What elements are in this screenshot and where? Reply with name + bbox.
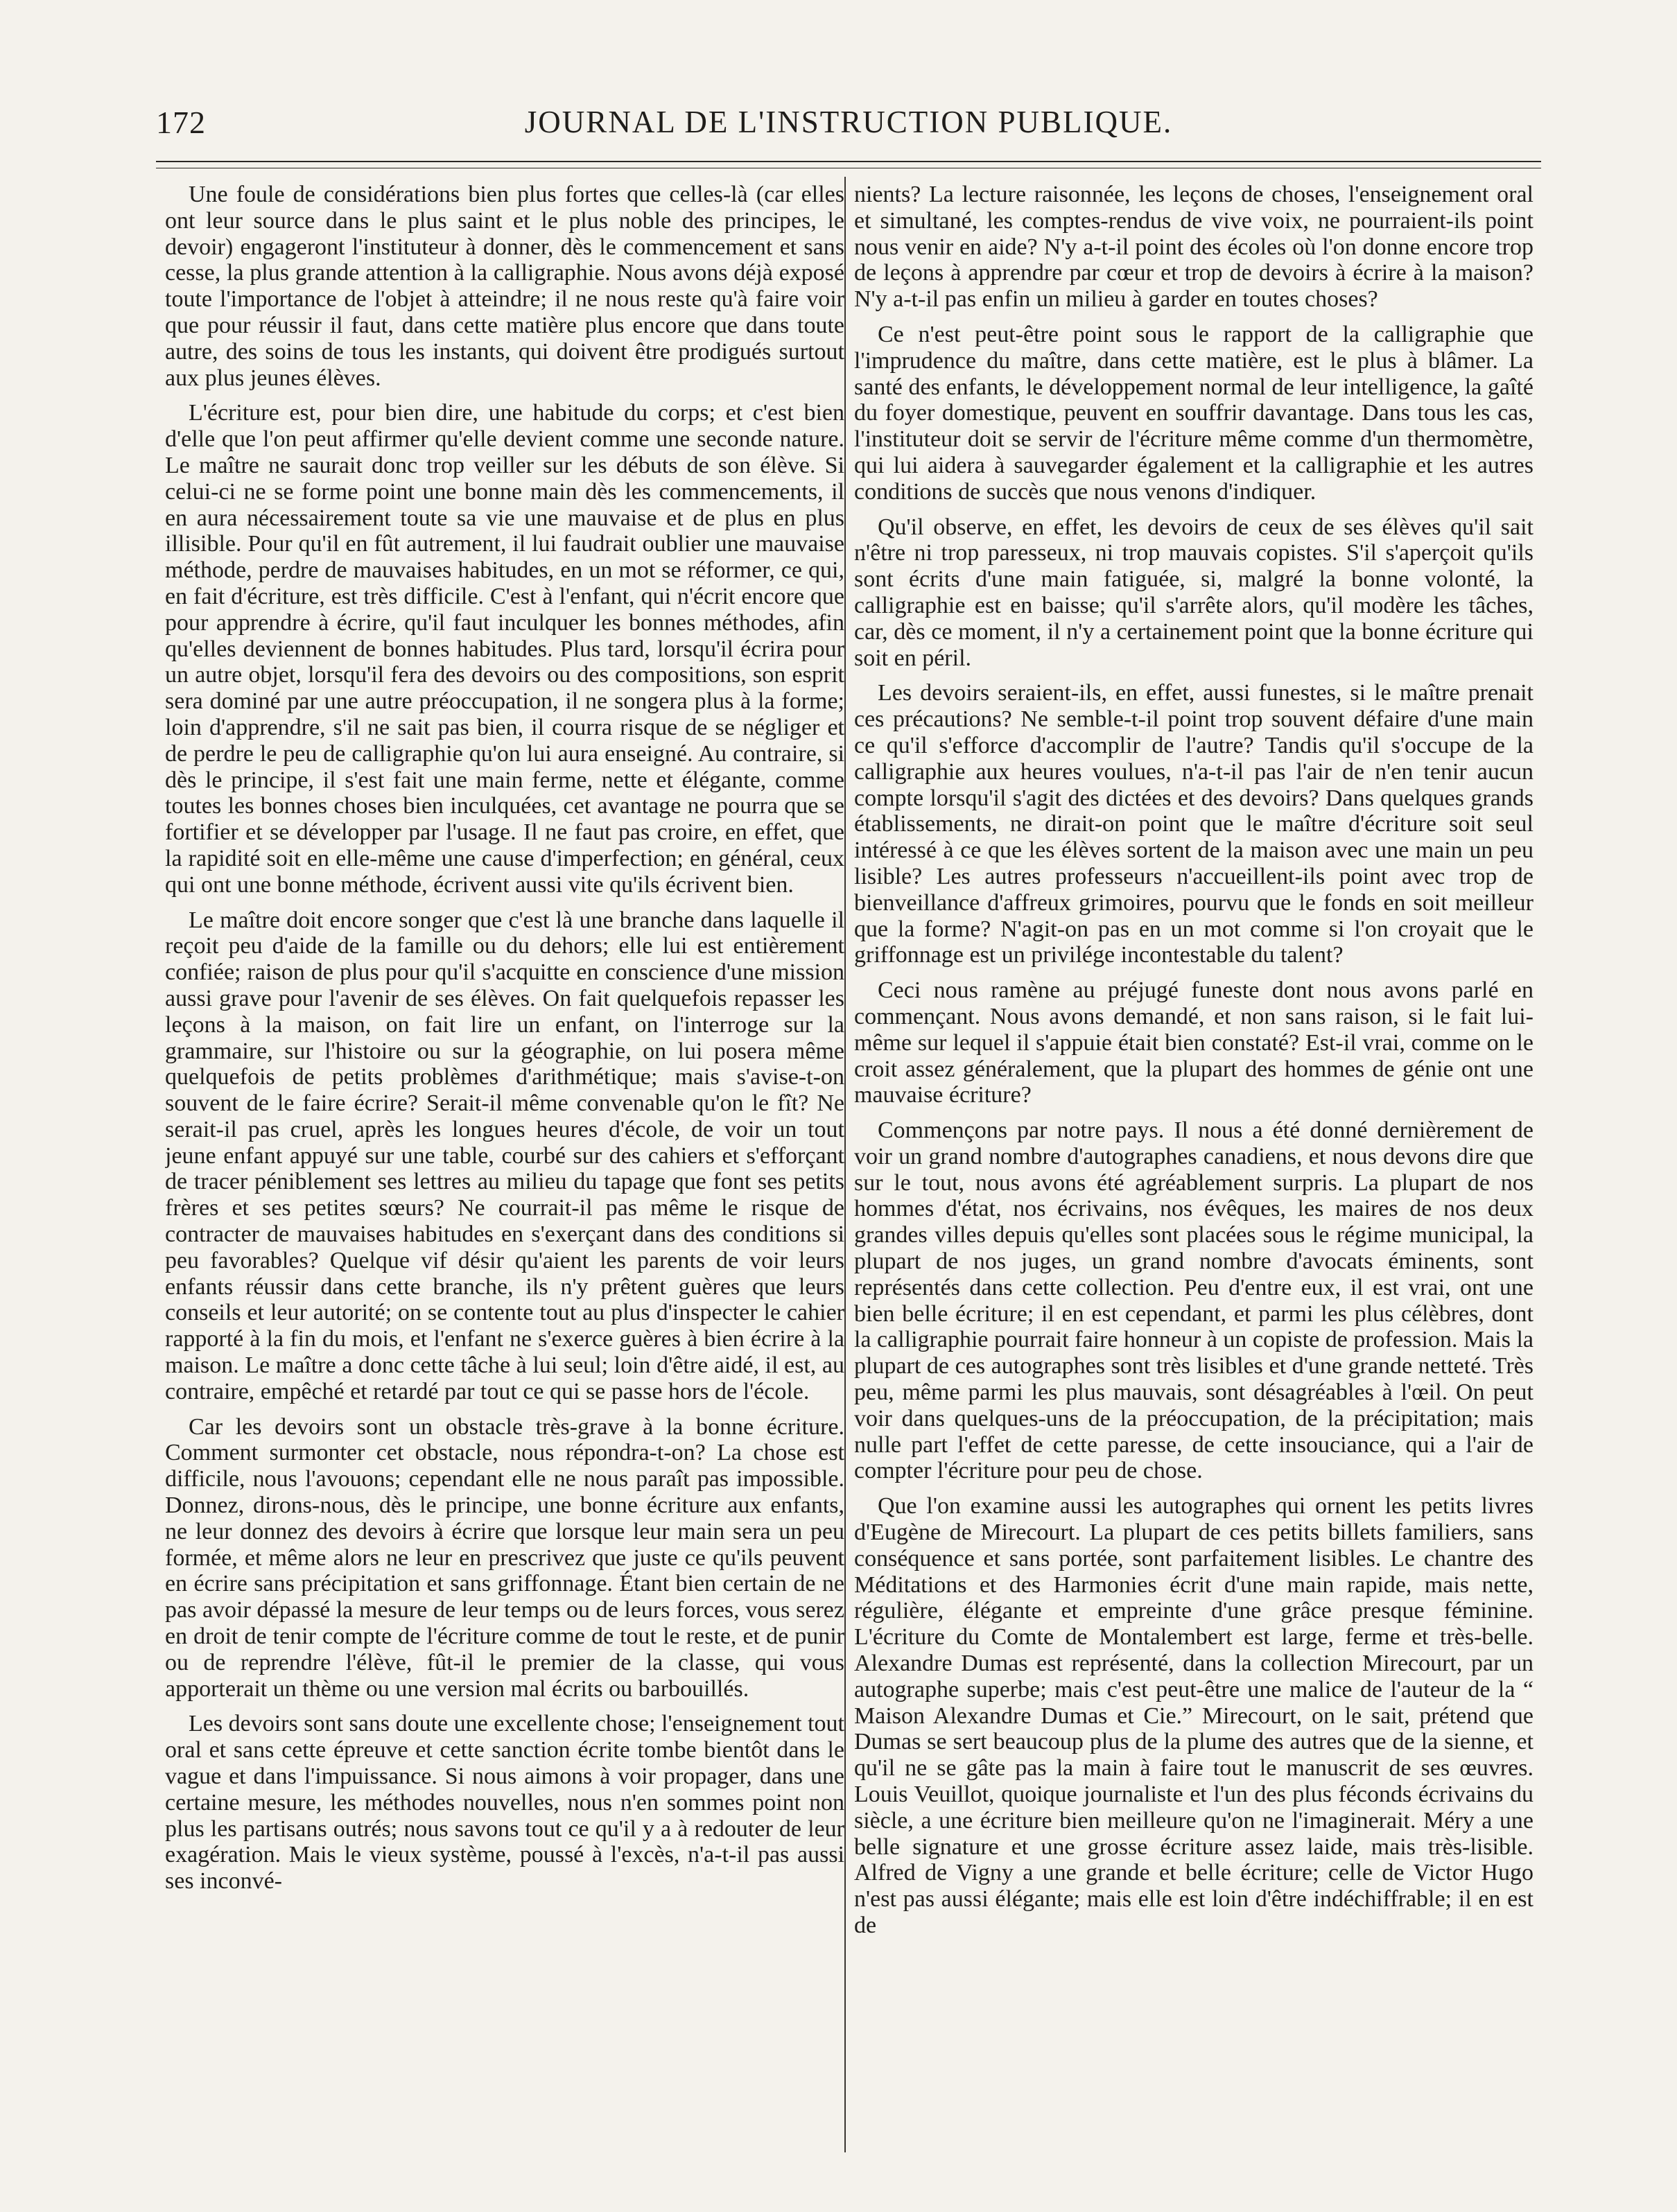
page-number: 172 xyxy=(156,105,206,140)
page-header xyxy=(156,104,1541,146)
paragraph: L'écriture est, pour bien dire, une habitude du corps; et c'est bien d'elle que l'on peut affirmer qu'elle devient comme une seconde nature. Le maître ne saurait donc trop veiller sur les débuts de son élève. Si celui-ci ne se forme point une bonne main dès les commencements, il en aura nécessairement toute sa vie une mauvaise et de plus en plus illisible. Pour qu'il en fût autrement, il lui faudrait oublier une mauvaise méthode, perdre de mauvaises habitudes, en un mot se réformer, ce qui, en fait d'écriture, est très difficile. C'est à l'enfant, qui n'écrit encore que pour apprendre à écrire, qu'il faut inculquer les bonnes méthodes, afin qu'elles deviennent de bonnes habitudes. Plus tard, lorsqu'il écrira pour un autre objet, lorsqu'il fera des devoirs ou des compositions, son esprit sera dominé par une autre préoccupation, il ne songera plus à la forme; loin d'apprendre, s'il ne sait pas bien, il courra risque de se négliger et de perdre le peu de calligraphie qu'on lui aura enseigné. Au contraire, si dès le principe, il s'est fait une main ferme, nette et élégante, comme toutes les bonnes choses bien inculquées, cet avantage ne pourra que se fortifier et se développer par l'usage. Il ne faut pas croire, en effet, que la rapidité soit en elle-même une cause d'imperfection; en général, ceux qui ont une bonne méthode, écrivent aussi vite qu'ils écrivent bien. xyxy=(165,400,844,898)
paragraph: Les devoirs sont sans doute une excellente chose; l'enseignement tout oral et sans cette épreuve et cette sanction écrite tombe bientôt dans le vague et dans l'impuissance. Si nous aimons à voir propager, dans une certaine mesure, les méthodes nouvelles, nous n'en sommes point non plus les partisans outrés; nous savons tout ce qu'il y a à redouter de leur exagération. Mais le vieux système, poussé à l'excès, n'a-t-il pas aussi ses inconvé- xyxy=(165,1711,844,1895)
paragraph: Ceci nous ramène au préjugé funeste dont nous avons parlé en commençant. Nous avons demandé, et non sans raison, si le fait lui-même sur lequel il s'appuie était bien constaté? Est-il vrai, comme on le croit assez généralement, que la plupart des hommes de génie ont une mauvaise écriture? xyxy=(854,977,1533,1108)
paragraph: Commençons par notre pays. Il nous a été donné dernièrement de voir un grand nombre d'autographes canadiens, et nous devons dire que sur le tout, nous avons été agréablement surpris. La plupart de nos hommes d'état, nos écrivains, nos évêques, les maires de nos deux grandes villes depuis qu'elles sont placées sous le régime municipal, la plupart de nos juges, un grand nombre d'avocats éminents, sont représentés dans cette collection. Peu d'entre eux, il est vrai, ont une bien belle écriture; il en est cependant, et parmi les plus célèbres, dont la calligraphie pourrait faire honneur à un copiste de profession. Mais la plupart de ces autographes sont très lisibles et d'une grande netteté. Très peu, même parmi les plus mauvais, sont désagréables à l'œil. On peut voir dans quelques-uns de la préoccupation, de la précipitation; mais nulle part l'effet de cette paresse, de cette insouciance, qui a l'air de compter l'écriture pour peu de chose. xyxy=(854,1117,1533,1484)
left-column xyxy=(165,182,844,2150)
right-column xyxy=(854,182,1533,2150)
paragraph: Ce n'est peut-être point sous le rapport de la calligraphie que l'imprudence du maître, dans cette matière, est le plus à blâmer. La santé des enfants, le développement normal de leur intelligence, la gaîté du foyer domestique, peuvent en souffrir davantage. Dans tous les cas, l'instituteur doit se servir de l'écriture même comme d'un thermomètre, qui lui aidera à sauvegarder également et la calligraphie et les autres conditions de succès que nous venons d'indiquer. xyxy=(854,321,1533,505)
column-divider xyxy=(844,177,846,2152)
paragraph: Les devoirs seraient-ils, en effet, aussi funestes, si le maître prenait ces précautions? Ne semble-t-il point trop souvent défaire d'une main ce qu'il s'efforce d'accomplir de l'autre? Tandis qu'il s'occupe de la calligraphie aux heures voulues, n'a-t-il pas l'air de n'en tenir aucun compte lorsqu'il s'agit des dictées et des devoirs? Dans quelques grands établissements, ne dirait-on point que le maître d'écriture soit seul intéressé à ce que les élèves sortent de la maison avec une main un peu lisible? Les autres professeurs n'accueillent-ils point avec trop de bienveillance d'affreux grimoires, pourvu que le fonds en soit meilleur que la forme? N'agit-on pas en un mot comme si l'on croyait que le griffonnage est un privilége incontestable du talent? xyxy=(854,680,1533,968)
paragraph: Qu'il observe, en effet, les devoirs de ceux de ses élèves qu'il sait n'être ni trop paresseux, ni trop mauvais copistes. S'il s'aperçoit qu'ils sont écrits d'une main fatiguée, si, malgré la bonne volonté, la calligraphie est en baisse; qu'il s'arrête alors, qu'il modère les tâches, car, dès ce moment, il n'y a certainement point que la bonne écriture qui soit en péril. xyxy=(854,514,1533,671)
paragraph: Que l'on examine aussi les autographes qui ornent les petits livres d'Eugène de Mirecourt. La plupart de ces petits billets familiers, sans conséquence et sans portée, sont parfaitement lisibles. Le chantre des Méditations et des Harmonies écrit d'une main rapide, mais nette, régulière, élégante et empreinte d'une grâce presque féminine. L'écriture du Comte de Montalembert est large, ferme et très-belle. Alexandre Dumas est représenté, dans la collection Mirecourt, par un autographe superbe; mais c'est peut-être une malice de l'auteur de la “ Maison Alexandre Dumas et Cie.” Mirecourt, on le sait, prétend que Dumas se sert beaucoup plus de la plume des autres que de la sienne, et qu'il ne se gâte pas la main à faire tout le manuscrit de ses œuvres. Louis Veuillot, quoique journaliste et l'un des plus féconds écrivains du siècle, a une écriture bien meilleure qu'on ne l'imaginerait. Méry a une belle signature et une grosse écriture assez laide, mais très-lisible. Alfred de Vigny a une grande et belle écriture; celle de Victor Hugo n'est pas aussi élégante; mais elle est loin d'être indéchiffrable; il en est de xyxy=(854,1493,1533,1938)
paragraph-continued: nients? La lecture raisonnée, les leçons de choses, l'enseignement oral et simultané, les comptes-rendus de vive voix, ne pourraient-ils point nous venir en aide? N'y a-t-il point des écoles où l'on donne encore trop de leçons à apprendre par cœur et trop de devoirs à écrire à la maison? N'y a-t-il pas enfin un milieu à garder en toutes choses? xyxy=(854,182,1533,313)
paragraph: Une foule de considérations bien plus fortes que celles-là (car elles ont leur source dans le plus saint et le plus noble des principes, le devoir) engageront l'instituteur à donner, dès le commencement et sans cesse, la plus grande attention à la calligraphie. Nous avons déjà exposé toute l'importance de l'objet à atteindre; il ne nous reste qu'à faire voir que pour réussir il faut, dans cette matière plus encore que dans toute autre, des soins de tous les instants, qui doivent être prodigués surtout aux plus jeunes élèves. xyxy=(165,182,844,391)
journal-title: JOURNAL DE L'INSTRUCTION PUBLIQUE. xyxy=(524,105,1173,139)
paragraph: Car les devoirs sont un obstacle très-grave à la bonne écriture. Comment surmonter cet obstacle, nous répondra-t-on? La chose est difficile, nous l'avouons; cependant elle ne nous paraît pas impossible. Donnez, dirons-nous, dès le principe, une bonne écriture aux enfants, ne leur donnez des devoirs à écrire que lorsque leur main sera un peu formée, et même alors ne leur en prescrivez que juste ce qu'ils peuvent en écrire sans précipitation et sans griffonnage. Étant bien certain de ne pas avoir dépassé la mesure de leur temps ou de leurs forces, vous serez en droit de tenir compte de l'écriture comme de tout le reste, et de punir ou de reprendre l'élève, fût-il le premier de la classe, qui vous apporterait un thème ou une version mal écrits ou barbouillés. xyxy=(165,1413,844,1702)
header-rule xyxy=(156,161,1541,162)
paragraph: Le maître doit encore songer que c'est là une branche dans laquelle il reçoit peu d'aide de la famille ou du dehors; elle lui est entièrement confiée; raison de plus pour qu'il s'acquitte en conscience d'une mission aussi grave pour l'avenir de ses élèves. On fait quelquefois repasser les leçons à la maison, on fait lire un enfant, on l'interroge sur la grammaire, sur l'histoire ou sur la géographie, on lui posera même quelquefois de petits problèmes d'arithmétique; mais s'avise-t-on souvent de le faire écrire? Serait-il même convenable qu'on le fît? Ne serait-il pas cruel, après les longues heures d'école, de voir un tout jeune enfant appuyé sur une table, courbé sur des cahiers et s'efforçant de tracer péniblement ses lettres au milieu du tapage que font ses petits frères et ses petites sœurs? Ne courrait-il pas même le risque de contracter de mauvaises habitudes en s'exerçant dans des conditions si peu favorables? Quelque vif désir qu'aient les parents de voir leurs enfants réussir dans cette branche, ils n'y prêtent guères que leurs conseils et leur autorité; on se contente tout au plus d'inspecter le cahier rapporté à la fin du mois, et l'enfant ne s'exerce guères à bien écrire à la maison. Le maître a donc cette tâche à lui seul; loin d'être aidé, il est, au contraire, empêché et retardé par tout ce qui se passe hors de l'école. xyxy=(165,907,844,1404)
